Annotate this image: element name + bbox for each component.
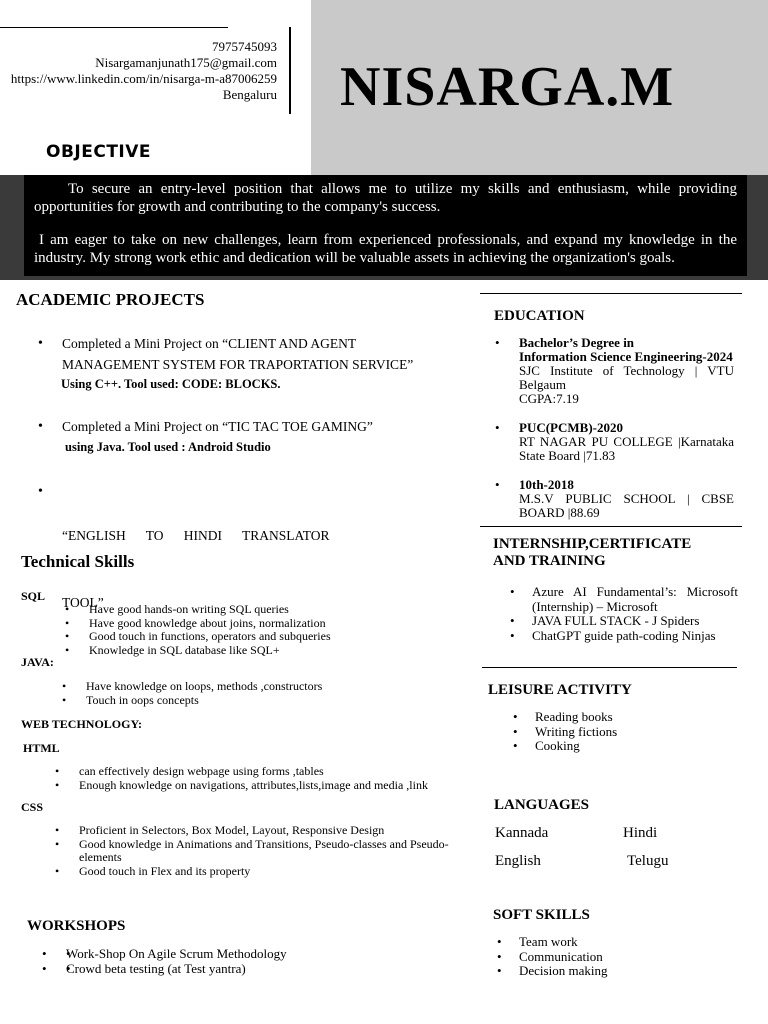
project-line: • “ENGLISH TO HINDI TRANSLATOR bbox=[62, 528, 330, 543]
education-item: • Bachelor’s Degree in Information Science Engineering-2024 SJC Institute of Technology | VTU Belgaum CGPA:7.19 bbox=[519, 336, 734, 406]
language-item: Kannada bbox=[495, 825, 549, 841]
project-line: • Completed a Mini Project on “CLIENT AND AGENT bbox=[62, 336, 357, 351]
css-skill: • Good knowledge in Animations and Transitions, Pseudo-classes and Pseudo-elements bbox=[79, 838, 449, 865]
education-title: EDUCATION bbox=[494, 308, 585, 324]
language-item: English bbox=[495, 853, 541, 869]
internship-item: • ChatGPT guide path-coding Ninjas bbox=[532, 629, 738, 644]
sql-skill: • Have good hands-on writing SQL queries bbox=[89, 603, 389, 617]
internship-title: INTERNSHIP,CERTIFICATE AND TRAINING bbox=[493, 536, 692, 569]
project-line: TOOL” bbox=[62, 595, 104, 610]
html-skill: • can effectively design webpage using forms ,tables bbox=[79, 765, 459, 779]
java-list bbox=[86, 680, 406, 707]
leisure-item: • Reading books bbox=[535, 710, 685, 725]
phone: 7975745093 bbox=[212, 39, 277, 54]
languages-title: LANGUAGES bbox=[494, 797, 590, 813]
java-title: JAVA: bbox=[21, 655, 54, 669]
objective-paragraph-1: To secure an entry-level position that allows me to utilize my skills and enthusiasm, while providing opportunities for growth and contributing to the company's success. bbox=[34, 181, 737, 215]
sql-skill: • Good touch in functions, operators and subqueries bbox=[89, 630, 389, 644]
project-item bbox=[62, 333, 442, 393]
header-rule bbox=[0, 27, 228, 28]
skills-title: Technical Skills bbox=[21, 552, 135, 571]
location: Bengaluru bbox=[222, 87, 277, 102]
education-item: • PUC(PCMB)-2020 RT NAGAR PU COLLEGE |Karnataka State Board |71.83 bbox=[519, 421, 734, 463]
language-item: Hindi bbox=[623, 825, 658, 841]
education-bottom-rule bbox=[480, 526, 742, 527]
language-item: Telugu bbox=[627, 853, 669, 869]
css-title: CSS bbox=[21, 800, 44, 814]
project-tools: using Java. Tool used : Android Studio bbox=[65, 440, 271, 454]
css-skill: • Good touch in Flex and its property bbox=[79, 865, 449, 879]
leisure-item: • Writing fictions bbox=[535, 725, 685, 740]
project-line: MANAGEMENT SYSTEM FOR TRAPORTATION SERVICE” bbox=[62, 357, 414, 372]
html-title: HTML bbox=[23, 741, 60, 755]
leisure-title: LEISURE ACTIVITY bbox=[488, 682, 632, 698]
workshops-list bbox=[42, 946, 386, 976]
soft-skill-item: • Team work bbox=[519, 935, 669, 950]
leisure-item: • Cooking bbox=[535, 739, 685, 754]
objective-title: OBJECTIVE bbox=[46, 142, 152, 162]
sql-title: SQL bbox=[21, 589, 46, 603]
html-skill: • Enough knowledge on navigations, attributes,lists,image and media ,link bbox=[79, 779, 459, 793]
email[interactable]: Nisargamanjunath175@gmail.com bbox=[95, 55, 277, 70]
sql-skill: • Knowledge in SQL database like SQL+ bbox=[89, 644, 389, 658]
workshop-item: • • Work-Shop On Agile Scrum Methodology bbox=[66, 946, 386, 961]
css-list bbox=[79, 824, 449, 878]
project-item bbox=[62, 416, 442, 458]
workshops-title: WORKSHOPS bbox=[27, 918, 126, 934]
sql-skill: • Have good knowledge about joins, normalization bbox=[89, 617, 389, 631]
web-title: WEB TECHNOLOGY: bbox=[21, 717, 143, 731]
internship-rule bbox=[482, 667, 737, 668]
soft-skills-list bbox=[519, 935, 669, 979]
education-top-rule bbox=[480, 293, 742, 294]
workshop-item: • • Crowd beta testing (at Test yantra) bbox=[66, 961, 386, 976]
java-skill: • Touch in oops concepts bbox=[86, 694, 406, 708]
objective-paragraph-2: I am eager to take on new challenges, learn from experienced professionals, and expand my knowledge in the industry. My strong work ethic and dedication will be valuable assets in achieving the organization's goals. bbox=[34, 232, 737, 266]
linkedin-link[interactable]: https://www.linkedin.com/in/nisarga-m-a87006259 bbox=[10, 71, 277, 86]
internship-item: • JAVA FULL STACK - J Spiders bbox=[532, 614, 738, 629]
css-skill: • Proficient in Selectors, Box Model, Layout, Responsive Design bbox=[79, 824, 449, 838]
education-list bbox=[519, 336, 734, 520]
soft-skill-item: • Decision making bbox=[519, 964, 669, 979]
soft-skills-title: SOFT SKILLS bbox=[493, 907, 590, 923]
internship-item: • Azure AI Fundamental’s: Microsoft (Internship) – Microsoft bbox=[532, 585, 738, 614]
internship-list bbox=[532, 585, 738, 643]
projects-title: ACADEMIC PROJECTS bbox=[16, 290, 205, 309]
html-list bbox=[79, 765, 459, 792]
java-skill: • Have knowledge on loops, methods ,constructors bbox=[86, 680, 406, 694]
candidate-name: NISARGA.M bbox=[340, 56, 675, 118]
project-tools: Using C++. Tool used: CODE: BLOCKS. bbox=[61, 377, 281, 391]
leisure-list bbox=[535, 710, 685, 754]
project-line: • Completed a Mini Project on “TIC TAC TOE GAMING” bbox=[62, 419, 373, 434]
sql-list bbox=[89, 603, 389, 657]
contact-divider bbox=[289, 27, 291, 114]
education-item: • 10th-2018 M.S.V PUBLIC SCHOOL | CBSE BOARD |88.69 bbox=[519, 478, 734, 520]
soft-skill-item: • Communication bbox=[519, 950, 669, 965]
